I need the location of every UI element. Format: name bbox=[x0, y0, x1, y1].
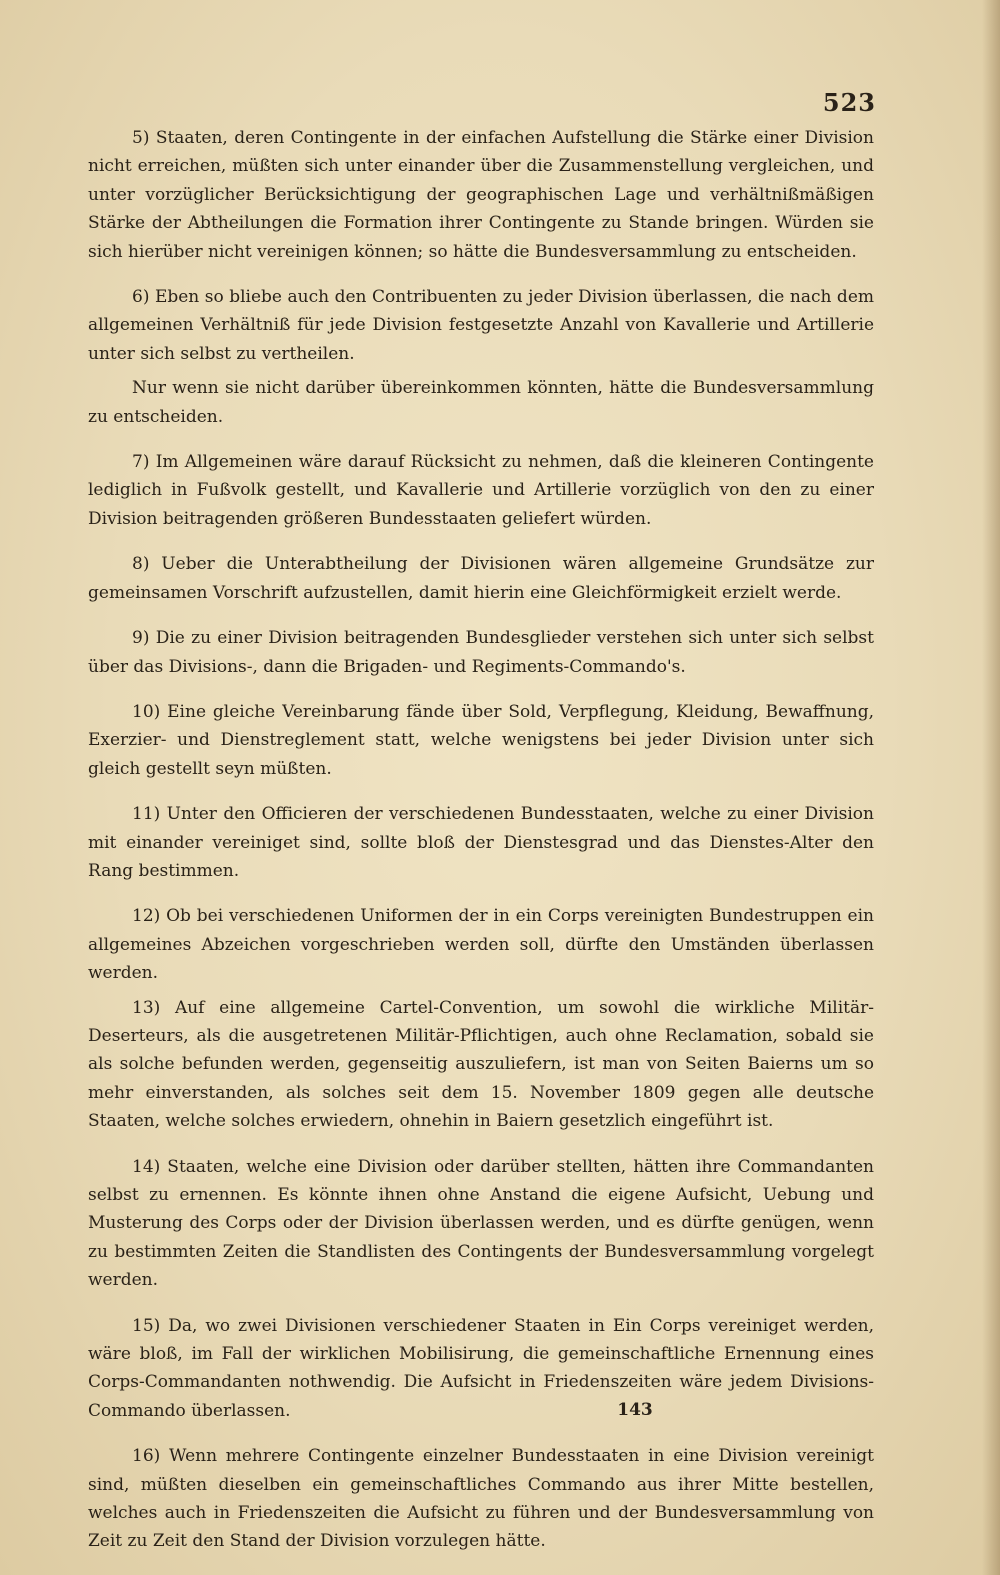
signature-mark: 143 bbox=[617, 1400, 653, 1420]
paragraph-6-continued: Nur wenn sie nicht darüber übereinkommen könnten, hätte die Bundesversammlung zu entscheiden. bbox=[88, 378, 874, 427]
paragraph-12: 12) Ob bei verschiedenen Uniformen der in ein Corps vereinigten Bundestruppen ein allgemeines Abzeichen vorgeschrieben werden soll, dürfte den Umständen überlassen werden. bbox=[88, 906, 874, 984]
paragraph-14: 14) Staaten, welche eine Division oder darüber stellten, hätten ihre Commandanten selbst zu ernennen. Es könnte ihnen ohne Anstand die eigene Aufsicht, Uebung und Musterung des Corps oder der Division überlassen werden, und es dürfte genügen, wenn zu bestimmten Zeiten die Standlisten des Contingents der Bundesversammlung vorgelegt werden. bbox=[88, 1156, 874, 1291]
paragraph-9: 9) Die zu einer Division beitragenden Bundesglieder verstehen sich unter sich selbst über das Divisions-, dann die Brigaden- und Regiments-Commando's. bbox=[88, 628, 874, 677]
paragraph-7: 7) Im Allgemeinen wäre darauf Rücksicht zu nehmen, daß die kleineren Contingente lediglich in Fußvolk gestellt, und Kavallerie und Artillerie vorzüglich von den zu einer Division beitragenden größeren Bundesstaaten geliefert würden. bbox=[88, 452, 874, 529]
paragraph-5: 5) Staaten, deren Contingente in der einfachen Aufstellung die Stärke einer Division nicht erreichen, müßten sich unter einander über die Zusammenstellung vergleichen, und unter vorzüglicher Berücksichtigung der geographischen Lage und verhältnißmäßigen Stärke der Abtheilungen die Formation ihrer Contingente zu Stande bringen. Würden sie sich hierüber nicht vereinigen können; so hätte die Bundesversammlung zu entscheiden. bbox=[88, 128, 874, 262]
page-edge-shadow bbox=[982, 0, 1000, 1575]
paragraph-16: 16) Wenn mehrere Contingente einzelner Bundesstaaten in eine Division vereinigt sind, müßten dieselben ein gemeinschaftliches Commando aus ihrer Mitte bestellen, welches auch in Friedenszeiten die Aufsicht zu führen und der Bundesversammlung von Zeit zu Zeit den Stand der Division vorzulegen hätte. bbox=[88, 1446, 874, 1552]
paragraph-6: 6) Eben so bliebe auch den Contribuenten zu jeder Division überlassen, die nach dem allgemeinen Verhältniß für jede Division festgesetzte Anzahl von Kavallerie und Artillerie unter sich selbst zu vertheilen. bbox=[88, 287, 874, 364]
paragraph-11: 11) Unter den Officieren der verschiedenen Bundesstaaten, welche zu einer Division mit einander vereiniget sind, sollte bloß der Dienstesgrad und das Dienstes-Alter den Rang bestimmen. bbox=[88, 804, 874, 881]
paragraph-10: 10) Eine gleiche Vereinbarung fände über Sold, Verpflegung, Kleidung, Bewaffnung, Exerzier- und Dienstreglement statt, welche wenigstens bei jeder Division unter sich gleich gestellt seyn müßten. bbox=[88, 701, 874, 779]
page-number: 523 bbox=[822, 88, 876, 117]
paragraph-13: 13) Auf eine allgemeine Cartel-Convention, um sowohl die wirkliche Militär-Deserteurs, als die ausgetretenen Militär-Pflichtigen, auch ohne Reclamation, sobald sie als solche befunden werden, gegenseitig auszuliefern, ist man von Seiten Baierns um so mehr einverstanden, als solches seit dem 15. November 1809 gegen alle deutsche Staaten, welche solches erwiedern, ohnehin in Baiern gesetzlich eingeführt ist. bbox=[88, 997, 874, 1132]
body-text bbox=[88, 124, 874, 1573]
paragraph-15: 15) Da, wo zwei Divisionen verschiedener Staaten in Ein Corps vereiniget werden, wäre bloß, im Fall der wirklichen Mobilisirung, die gemeinschaftliche Ernennung eines Corps-Commandanten nothwendig. Die Aufsicht in Friedenszeiten wäre jedem Divisions-Commando überlassen. bbox=[88, 1315, 874, 1421]
paragraph-8: 8) Ueber die Unterabtheilung der Divisionen wären allgemeine Grundsätze zur gemeinsamen Vorschrift aufzustellen, damit hierin eine Gleichförmigkeit erzielt werde. bbox=[88, 554, 874, 603]
